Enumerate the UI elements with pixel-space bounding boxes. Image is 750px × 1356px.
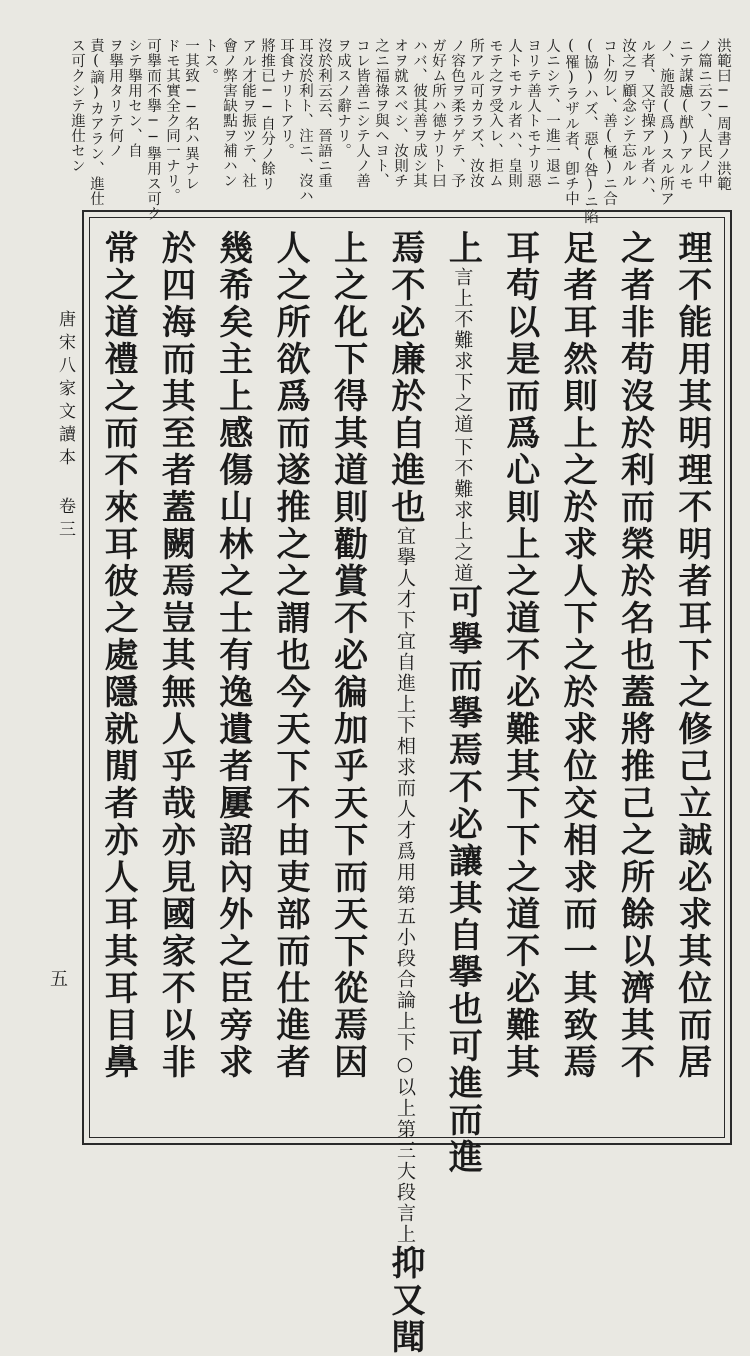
text-column: 人之所欲爲而遂推之之謂也今天下不由吏部而仕進者 <box>270 230 311 1081</box>
interlinear-note: 下不難求上之道 <box>451 437 474 584</box>
text-column: 足者耳然則上之於求人下之於求位交相求而一其致焉 <box>557 230 598 1081</box>
text-column: 耳苟以是而爲心則上之道不必難其下下之道不必難其 <box>499 230 540 1081</box>
text-column: 於四海而其至者蓋闕焉豈其無人乎哉亦見國家不以非 <box>155 230 196 1081</box>
interlinear-note: 言上不難求下之道 <box>451 267 474 435</box>
headnote-column: トス。 <box>202 38 218 83</box>
text-column-tail: 抑又聞 <box>384 1245 425 1356</box>
headnote-column: ス可クシテ進仕セン <box>69 38 85 173</box>
headnote-column: ル者、又守操アル者ハ、 <box>639 38 655 203</box>
text-column: 幾希矣主上感傷山林之士有逸遺者屢詔內外之臣旁求 <box>212 230 253 1081</box>
headnote-column: 一其致──名ハ異ナレ <box>183 38 199 191</box>
headnote-column: 人トモナル者ハ、皇則 <box>506 38 522 188</box>
headnote-column: (罹)ラザル者、卽チ中 <box>563 38 579 206</box>
text-column: 常之道禮之而不來耳彼之處隱就閒者亦人耳其耳目鼻 <box>98 230 138 1081</box>
text-column-mixed <box>440 230 484 1176</box>
headnote-column: (協)ハズ、惡(咎)ニ陷 <box>582 38 598 224</box>
headnote-column: ヲ成スノ辭ナリ。 <box>335 38 351 158</box>
headnote-column: ノ篇ニ云フ、人民ノ中 <box>696 38 712 188</box>
text-column: 上之化下得其道則勸賞不必徧加乎天下而天下從焉因 <box>327 230 368 1081</box>
headnote-column: 會ノ弊害缺點ヲ補ハン <box>221 38 237 188</box>
headnote-column: ヨリテ善人トモナリ惡 <box>525 38 541 188</box>
headnote-column: アル才能ヲ振ツテ、社 <box>240 38 256 188</box>
headnote-column: ノ容色ヲ柔ラゲテ、予 <box>449 38 465 188</box>
headnote-column: 責(謫)カアラン、進仕 <box>88 38 104 206</box>
headnote-column: ドモ其實全ク同一ナリ。 <box>164 38 180 203</box>
headnote-column: コレ皆善ニシテ人ノ善 <box>354 38 370 188</box>
headnote-column: モテ之ヲ受入レ、拒ム <box>487 38 503 188</box>
text-column-lead: 上 <box>442 230 483 267</box>
text-column-mixed <box>383 230 427 1356</box>
headnote-column: 沒於利云云、晉語ニ重 <box>316 38 332 188</box>
headnote-column: ガ好ム所ハ德ナリト曰 <box>430 38 446 188</box>
text-column-tail: 可擧而擧焉不必讓其自擧也可進而進 <box>442 584 483 1176</box>
interlinear-note: 宜擧人才下宜自進上下相求而人才爲用 <box>393 526 416 883</box>
headnote-column: シテ擧用セン、自 <box>126 38 142 158</box>
headnote-column: 人ニシテ、一進一退ニ <box>544 38 560 188</box>
headnote-column: ハバ、彼其善ヲ成シ其 <box>411 38 427 188</box>
headnote-column: 耳沒於利ト、注ニ、沒ハ <box>297 38 313 203</box>
headnote-column: 之ニ福祿ヲ與ヘヨト、 <box>373 38 389 188</box>
headnote-column: 可擧而不擧──擧用ス可ク <box>145 38 161 221</box>
running-title: 唐宋八家文讀本 卷三 <box>55 310 75 543</box>
headnote-column: ノ、施設(爲)スル所ア <box>658 38 674 206</box>
headnote-column: 耳食ナリトアリ。 <box>278 38 294 158</box>
page-number: 五 <box>50 969 68 990</box>
headnote-column: 汝之ヲ顧念シテ忘ルル <box>620 38 636 188</box>
text-column-lead: 焉不必廉於自進也 <box>384 230 425 526</box>
text-column: 理不能用其明理不明者耳下之修己立誠必求其位而居 <box>671 230 712 1081</box>
headnote-column: 所アル可カラズ、汝汝 <box>468 38 484 188</box>
headnote-column: コト勿レ、善(極)ニ合 <box>601 38 617 206</box>
headnote-column: ヲ擧用タリテ何ノ <box>107 38 123 158</box>
headnote-column: ニテ謀慮(猷)アルモ <box>677 38 693 191</box>
main-text-frame <box>82 210 732 1356</box>
text-column: 之者非苟沒於利而榮於名也蓋將推己之所餘以濟其不 <box>614 230 655 1081</box>
headnote-column: オヲ就スベシ、汝則チ <box>392 38 408 188</box>
headnote-column: 將推已──自分ノ餘リ <box>259 38 275 191</box>
main-text <box>96 230 714 1356</box>
headnote-column: 洪範曰──周書ノ洪範 <box>715 38 731 191</box>
interlinear-note: 第五小段合論上下○以上第三大段言上 <box>393 885 416 1245</box>
